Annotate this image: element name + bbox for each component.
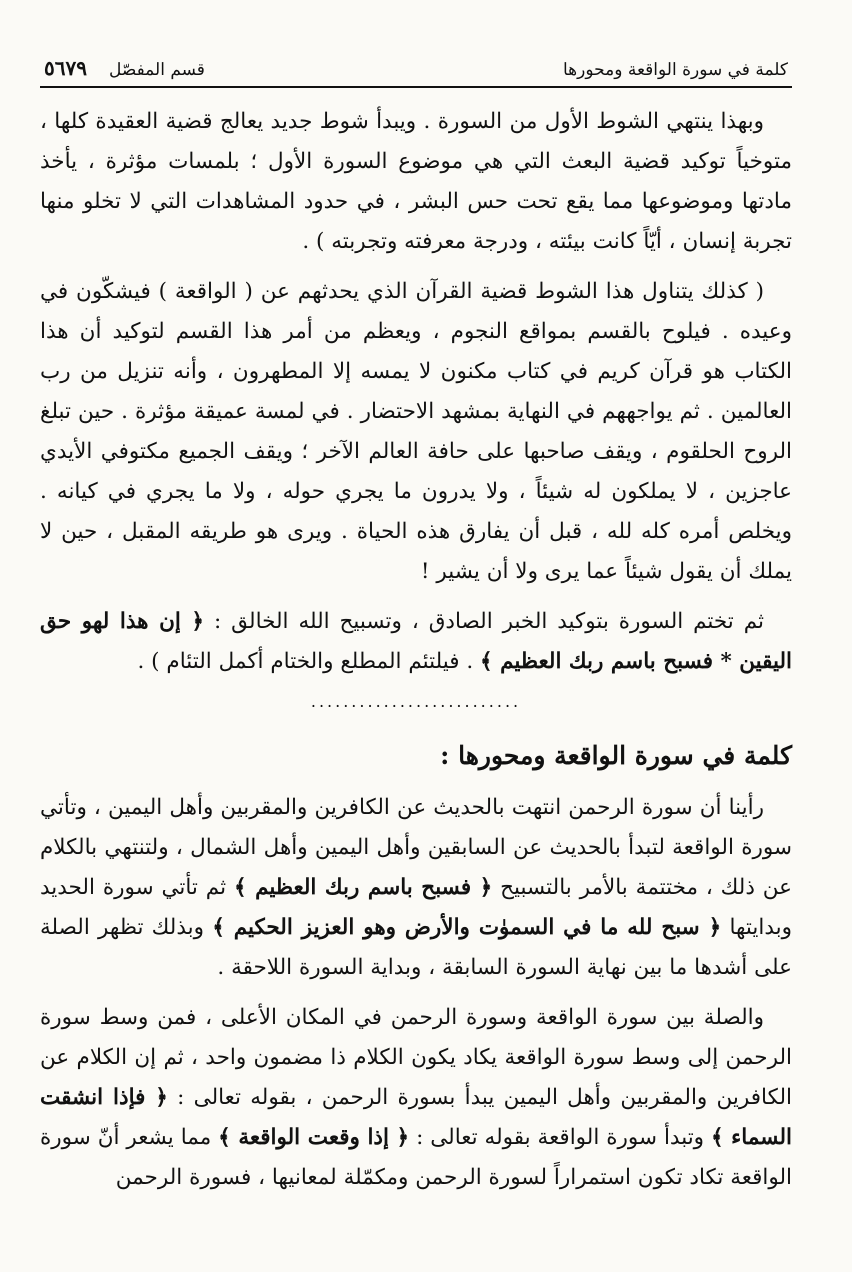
text-run: رأينا أن سورة الرحمن انتهت بالحديث عن الكافرين والمقربين وأهل اليمين ، وتأتي سورة الواقعة لتبدأ بالحديث عن السابقين وأهل اليمين وأهل الشمال ، ولتنتهي بالكلام عن ذلك ، مختتمة بالأمر بالتسبيح — [40, 795, 792, 900]
text-run: والصلة بين سورة الواقعة وسورة الرحمن في المكان الأعلى ، فمن وسط سورة الرحمن إلى وسط سورة الواقعة يكاد يكون الكلام ذا مضمون واحد ، ثم إن الكلام عن الكافرين والمقربين وأهل اليمين يبدأ بسورة الرحمن ، بقوله تعالى : — [40, 1005, 792, 1110]
quran-quote: ﴿ سبح لله ما في السموٰت والأرض وهو العزيز الحكيم ﴾ — [212, 915, 722, 940]
text-run: مما يشعر أنّ سورة الواقعة تكاد تكون استمراراً لسورة الرحمن ومكمّلة لمعانيها ، فسورة الرحمن — [40, 1125, 792, 1190]
text-run: وبذلك تظهر الصلة على أشدها ما بين نهاية السورة السابقة ، وبداية السورة اللاحقة . — [40, 915, 792, 980]
page-number: ٥٦٧٩ — [44, 56, 87, 80]
text-run: وتبدأ سورة الواقعة بقوله تعالى : — [416, 1125, 705, 1150]
text-run: . فيلتئم المطلع والختام أكمل التئام ) . — [137, 649, 474, 674]
running-head-left — [44, 56, 205, 80]
paragraph — [40, 998, 792, 1198]
book-page — [40, 40, 792, 1255]
closing-paragraph — [40, 602, 792, 682]
text-run: ثم تختم السورة بتوكيد الخبر الصادق ، وتسبيح الله الخالق : — [213, 609, 764, 634]
quran-quote: ﴿ إذا وقعت الواقعة ﴾ — [218, 1125, 410, 1150]
quran-quote: ﴿ فسبح باسم ربك العظيم ﴾ — [233, 875, 493, 900]
part-label: قسم المفصّل — [108, 60, 205, 80]
paragraph: وبهذا ينتهي الشوط الأول من السورة . ويبدأ شوط جديد يعالج قضية العقيدة كلها ، متوخياً توكيد قضية البعث التي هي موضوع السورة الأول ؛ بلمسات مؤثرة ، يأخذ مادتها وموضوعها مما يقع تحت حس البشر ، في حدود المشاهدات التي لا تخلو منها تجربة إنسان ، أيّاً كانت بيئته ، ودرجة معرفته وتجربته ) . — [40, 109, 792, 254]
quran-quote: ﴿ فإذا انشقت السماء ﴾ — [40, 1085, 792, 1150]
quran-quote: ﴿ إن هذا لهو حق اليقين * فسبح باسم ربك العظيم ﴾ — [40, 609, 792, 674]
paragraph — [40, 788, 792, 988]
section-divider: .......................... — [310, 692, 522, 711]
text-run: ثم تأتي سورة الحديد وبدايتها — [40, 875, 792, 940]
page-body — [40, 102, 792, 1198]
running-title: كلمة في سورة الواقعة ومحورها — [563, 60, 788, 80]
running-head — [40, 40, 792, 88]
paragraph: ( كذلك يتناول هذا الشوط قضية القرآن الذي يحدثهم عن ( الواقعة ) فيشكّون في وعيده . فيلوح بالقسم بمواقع النجوم ، ويعظم من أمر هذا القسم لتوكيد أن هذا الكتاب هو قرآن كريم في كتاب مكنون لا يمسه إلا المطهرون ، وأنه تنزيل من رب العالمين . ثم يواجههم في النهاية بمشهد الاحتضار . في لمسة عميقة مؤثرة . حين تبلغ الروح الحلقوم ، ويقف صاحبها على حافة العالم الآخر ؛ ويقف الجميع مكتوفي الأيدي عاجزين ، لا يملكون له شيئاً ، ولا يدرون ما يجري حوله ، ولا ما يجري في كيانه . ويخلص أمره كله لله ، قبل أن يفارق هذه الحياة . ويرى هو طريقه المقبل ، حين لا يملك أن يقول شيئاً عما يرى ولا أن يشير ! — [40, 279, 792, 584]
section-heading: كلمة في سورة الواقعة ومحورها : — [440, 741, 792, 770]
